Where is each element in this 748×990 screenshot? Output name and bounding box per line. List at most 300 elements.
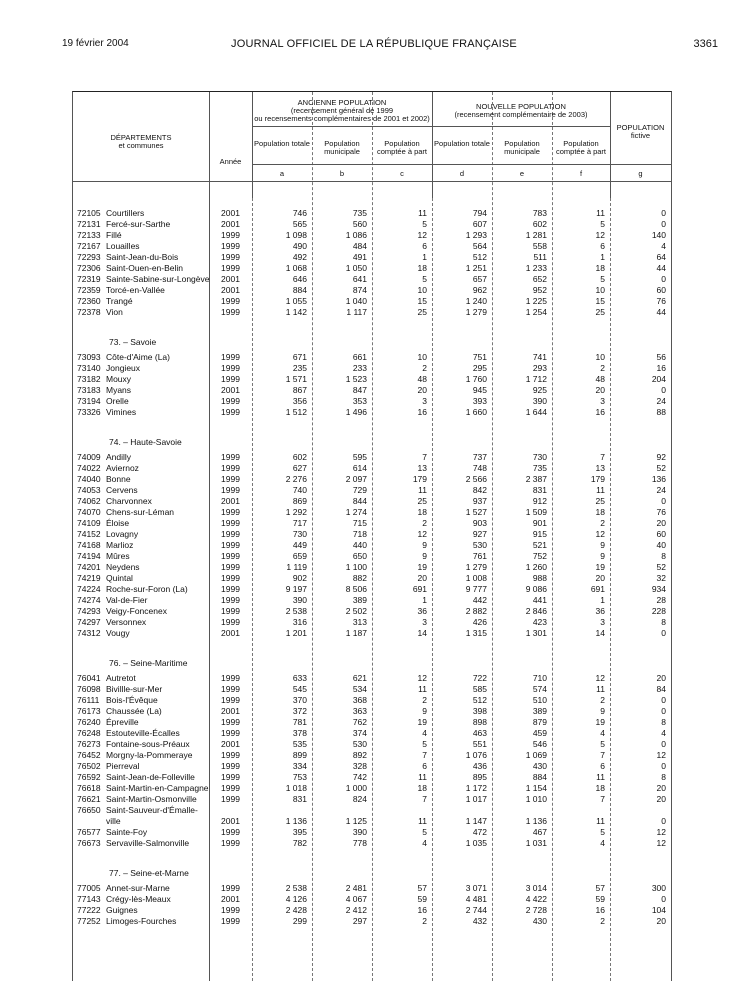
table-row xyxy=(73,761,671,772)
value-cell-d: 737 xyxy=(472,452,487,462)
value-cell-c: 19 xyxy=(417,562,427,572)
value-cell-d: 3 071 xyxy=(465,883,487,893)
value-cell-e: 783 xyxy=(532,208,547,218)
value-cell-g: 92 xyxy=(656,452,666,462)
value-cell-f: 7 xyxy=(600,794,605,804)
value-cell-b: 778 xyxy=(352,838,367,848)
value-cell-c: 5 xyxy=(422,739,427,749)
department-heading-label: 74. – Haute-Savoie xyxy=(109,437,182,447)
value-cell-e: 1 509 xyxy=(525,507,547,517)
value-cell-d: 1 035 xyxy=(465,838,487,848)
value-cell-c: 6 xyxy=(422,241,427,251)
value-cell-d: 398 xyxy=(472,706,487,716)
value-cell-a: 545 xyxy=(292,684,307,694)
commune-cell xyxy=(73,296,209,307)
value-cell-a: 372 xyxy=(292,706,307,716)
value-cell-e: 1 031 xyxy=(525,838,547,848)
value-cell-b: 440 xyxy=(352,540,367,550)
value-cell-a: 2 276 xyxy=(285,474,307,484)
value-cell-e: 831 xyxy=(532,485,547,495)
year-cell: 1999 xyxy=(221,772,240,782)
value-cell-c: 2 xyxy=(422,363,427,373)
year-cell: 1999 xyxy=(221,263,240,273)
commune-cell xyxy=(73,263,209,274)
value-cell-g: 16 xyxy=(656,363,666,373)
value-cell-d: 1 279 xyxy=(465,562,487,572)
value-cell-d: 1 172 xyxy=(465,783,487,793)
value-cell-d: 1 279 xyxy=(465,307,487,317)
year-cell: 1999 xyxy=(221,485,240,495)
value-cell-a: 378 xyxy=(292,728,307,738)
year-cell: 1999 xyxy=(221,374,240,384)
year-cell: 2001 xyxy=(221,274,240,284)
header-nouvelle-sub: (recensement complémentaire de 2003) xyxy=(454,110,588,119)
value-cell-c: 7 xyxy=(422,452,427,462)
value-cell-c: 59 xyxy=(417,894,427,904)
value-cell-b: 641 xyxy=(352,274,367,284)
commune-name: Annet-sur-Marne xyxy=(106,883,170,893)
value-cell-c: 10 xyxy=(417,352,427,362)
value-cell-d: 295 xyxy=(472,363,487,373)
value-cell-e: 952 xyxy=(532,285,547,295)
commune-name: Vion xyxy=(106,307,123,317)
commune-name: Lovagny xyxy=(106,529,139,539)
commune-code: 72360 xyxy=(77,296,101,306)
year-cell: 1999 xyxy=(221,750,240,760)
value-cell-d: 945 xyxy=(472,385,487,395)
table-row xyxy=(73,551,671,562)
commune-cell xyxy=(73,452,209,463)
commune-code: 74053 xyxy=(77,485,101,495)
value-cell-e: 1 301 xyxy=(525,628,547,638)
commune-name: Saint-Martin-Osmonville xyxy=(106,794,197,804)
value-cell-g: 0 xyxy=(661,739,666,749)
value-cell-b: 2 481 xyxy=(345,883,367,893)
value-cell-c: 48 xyxy=(417,374,427,384)
value-cell-f: 1 xyxy=(600,252,605,262)
commune-name: Cervens xyxy=(106,485,138,495)
commune-code: 76240 xyxy=(77,717,101,727)
value-cell-e: 879 xyxy=(532,717,547,727)
value-cell-f: 59 xyxy=(595,894,605,904)
value-cell-a: 1 201 xyxy=(285,628,307,638)
commune-cell xyxy=(73,496,209,507)
value-cell-g: 20 xyxy=(656,518,666,528)
table-row xyxy=(73,617,671,628)
value-cell-f: 18 xyxy=(595,783,605,793)
commune-name: Val-de-Fier xyxy=(106,595,148,605)
value-cell-f: 20 xyxy=(595,385,605,395)
value-cell-c: 7 xyxy=(422,750,427,760)
year-cell: 1999 xyxy=(221,838,240,848)
commune-code: 74168 xyxy=(77,540,101,550)
value-cell-a: 746 xyxy=(292,208,307,218)
letter-f: f xyxy=(579,169,583,178)
value-cell-d: 751 xyxy=(472,352,487,362)
value-cell-f: 12 xyxy=(595,230,605,240)
commune-name: Saint-Ouen-en-Belin xyxy=(106,263,184,273)
value-cell-e: 430 xyxy=(532,761,547,771)
commune-code: 76098 xyxy=(77,684,101,694)
value-cell-e: 730 xyxy=(532,452,547,462)
value-cell-g: 8 xyxy=(661,717,666,727)
value-cell-f: 20 xyxy=(595,573,605,583)
value-cell-d: 2 882 xyxy=(465,606,487,616)
header-rule xyxy=(73,181,671,182)
value-cell-c: 36 xyxy=(417,606,427,616)
value-cell-a: 370 xyxy=(292,695,307,705)
value-cell-b: 595 xyxy=(352,452,367,462)
table-row xyxy=(73,374,671,385)
header-population-fictive xyxy=(610,124,671,140)
header-pop-municipale-b: Population municipale xyxy=(324,139,360,156)
commune-cell xyxy=(73,518,209,529)
year-cell: 1999 xyxy=(221,606,240,616)
value-cell-d: 1 293 xyxy=(465,230,487,240)
commune-name: Sainte-Foy xyxy=(106,827,148,837)
commune-code: 77252 xyxy=(77,916,101,926)
value-cell-a: 2 428 xyxy=(285,905,307,915)
commune-code: 74274 xyxy=(77,595,101,605)
value-cell-c: 7 xyxy=(422,794,427,804)
commune-cell xyxy=(73,617,209,628)
table-row xyxy=(73,485,671,496)
value-cell-b: 1 040 xyxy=(345,296,367,306)
table-row xyxy=(73,684,671,695)
year-cell: 1999 xyxy=(221,230,240,240)
value-cell-g: 0 xyxy=(661,628,666,638)
commune-code: 72378 xyxy=(77,307,101,317)
year-cell: 2001 xyxy=(221,628,240,638)
table-row xyxy=(73,827,671,838)
value-cell-a: 782 xyxy=(292,838,307,848)
commune-code: 76502 xyxy=(77,761,101,771)
value-cell-e: 1 069 xyxy=(525,750,547,760)
value-cell-e: 915 xyxy=(532,529,547,539)
table-row xyxy=(73,750,671,761)
value-cell-d: 842 xyxy=(472,485,487,495)
value-cell-e: 1 136 xyxy=(525,816,547,826)
commune-code: 72133 xyxy=(77,230,101,240)
value-cell-d: 4 481 xyxy=(465,894,487,904)
commune-name: Mûres xyxy=(106,551,130,561)
commune-code: 73326 xyxy=(77,407,101,417)
header-departements-line1: DÉPARTEMENTS xyxy=(110,133,172,142)
value-cell-f: 9 xyxy=(600,540,605,550)
spacer-cell xyxy=(73,198,671,208)
row-spacer xyxy=(73,198,671,208)
commune-cell xyxy=(73,396,209,407)
commune-cell xyxy=(73,285,209,296)
value-cell-g: 0 xyxy=(661,695,666,705)
table-row xyxy=(73,463,671,474)
value-cell-a: 1 119 xyxy=(286,562,307,572)
year-cell: 1999 xyxy=(221,518,240,528)
value-cell-c: 15 xyxy=(417,296,427,306)
value-cell-g: 20 xyxy=(656,783,666,793)
value-cell-b: 742 xyxy=(352,772,367,782)
commune-code: 74109 xyxy=(77,518,101,528)
commune-code: 74219 xyxy=(77,573,101,583)
value-cell-a: 867 xyxy=(292,385,307,395)
value-cell-f: 25 xyxy=(595,307,605,317)
commune-name: Quintal xyxy=(106,573,133,583)
table-row xyxy=(73,772,671,783)
value-cell-g: 52 xyxy=(656,562,666,572)
value-cell-f: 14 xyxy=(595,628,605,638)
value-cell-e: 2 387 xyxy=(525,474,547,484)
value-cell-e: 652 xyxy=(532,274,547,284)
commune-name: Estouteville-Écalles xyxy=(106,728,180,738)
table-row xyxy=(73,717,671,728)
value-cell-g: 84 xyxy=(656,684,666,694)
commune-name: Sainte-Sabine-sur-Longève xyxy=(106,274,209,284)
value-cell-e: 390 xyxy=(532,396,547,406)
value-cell-f: 18 xyxy=(595,263,605,273)
value-cell-c: 25 xyxy=(417,307,427,317)
value-cell-b: 1 117 xyxy=(346,307,367,317)
value-cell-g: 8 xyxy=(661,551,666,561)
year-cell: 2001 xyxy=(221,219,240,229)
header-rule xyxy=(252,126,610,127)
value-cell-d: 895 xyxy=(472,772,487,782)
value-cell-a: 316 xyxy=(292,617,307,627)
value-cell-b xyxy=(312,805,372,816)
year-cell: 2001 xyxy=(221,739,240,749)
value-cell-b: 233 xyxy=(352,363,367,373)
table-row xyxy=(73,883,671,894)
value-cell-a: 753 xyxy=(292,772,307,782)
commune-cell xyxy=(73,252,209,263)
value-cell-b: 1 187 xyxy=(345,628,367,638)
value-cell-e: 752 xyxy=(532,551,547,561)
value-cell-c: 1 xyxy=(422,252,427,262)
commune-code: 76621 xyxy=(77,794,101,804)
value-cell-a: 1 018 xyxy=(285,783,307,793)
table-row xyxy=(73,252,671,263)
value-cell-e: 441 xyxy=(532,595,547,605)
value-cell-g: 24 xyxy=(656,485,666,495)
value-cell-d: 393 xyxy=(472,396,487,406)
year-cell: 1999 xyxy=(221,540,240,550)
header-ancienne-sub1: (recensement général de 1999 xyxy=(290,106,394,115)
value-cell-f: 48 xyxy=(595,374,605,384)
commune-code: 72319 xyxy=(77,274,101,284)
commune-code: 76248 xyxy=(77,728,101,738)
value-cell-d: 1 240 xyxy=(465,296,487,306)
header-pop-totale-d: Population totale xyxy=(434,139,490,148)
commune-code: 74009 xyxy=(77,452,101,462)
value-cell-a: 1 571 xyxy=(285,374,307,384)
value-cell-e: 884 xyxy=(532,772,547,782)
value-cell-e: 9 086 xyxy=(525,584,547,594)
header-ancienne-title: ANCIENNE POPULATION xyxy=(297,98,387,107)
commune-code: 72293 xyxy=(77,252,101,262)
value-cell-g: 32 xyxy=(656,573,666,583)
value-cell-g: 0 xyxy=(661,761,666,771)
value-cell-e: 511 xyxy=(533,252,547,262)
table-row xyxy=(73,838,671,849)
value-cell-f: 12 xyxy=(595,529,605,539)
commune-cell xyxy=(73,894,209,905)
value-cell-f: 9 xyxy=(600,706,605,716)
value-cell-e: 1 712 xyxy=(525,374,547,384)
table-row xyxy=(73,584,671,595)
header-pop-comptee-f: Population comptée à part xyxy=(555,139,607,156)
commune-name: Neydens xyxy=(106,562,140,572)
header-nouvelle-title: NOUVELLE POPULATION xyxy=(476,102,566,111)
population-table xyxy=(72,91,672,981)
value-cell-a: 356 xyxy=(292,396,307,406)
commune-name: Saint-Martin-en-Campagne xyxy=(106,783,209,793)
year-cell: 1999 xyxy=(221,905,240,915)
value-cell-f: 2 xyxy=(600,363,605,373)
table-row xyxy=(73,263,671,274)
commune-cell xyxy=(73,805,209,816)
commune-code: 74312 xyxy=(77,628,101,638)
year-cell: 1999 xyxy=(221,883,240,893)
commune-code: 72306 xyxy=(77,263,101,273)
table-row xyxy=(73,540,671,551)
value-cell-f: 179 xyxy=(590,474,605,484)
value-cell-c: 5 xyxy=(422,827,427,837)
year-cell: 2001 xyxy=(221,816,240,826)
year-cell: 1999 xyxy=(221,452,240,462)
value-cell-f: 15 xyxy=(595,296,605,306)
year-cell: 1999 xyxy=(221,396,240,406)
value-cell-a: 235 xyxy=(292,363,307,373)
value-cell-e: 741 xyxy=(532,352,547,362)
value-cell-c: 10 xyxy=(417,285,427,295)
value-cell-e: 293 xyxy=(532,363,547,373)
commune-cell xyxy=(73,739,209,750)
value-cell-f: 25 xyxy=(595,496,605,506)
year-cell: 1999 xyxy=(221,573,240,583)
commune-cell xyxy=(73,916,209,927)
commune-name: Limoges-Fourches xyxy=(106,916,177,926)
department-heading-label: 77. – Seine-et-Marne xyxy=(109,868,189,878)
commune-name: Morgny-la-Pommeraye xyxy=(106,750,193,760)
value-cell-c: 12 xyxy=(417,529,427,539)
table-row xyxy=(73,728,671,739)
value-cell-d: 472 xyxy=(472,827,487,837)
commune-code: 76673 xyxy=(77,838,101,848)
value-cell-f: 11 xyxy=(596,772,605,782)
value-cell-d: 722 xyxy=(472,673,487,683)
value-cell-b: 353 xyxy=(352,396,367,406)
value-cell-c: 9 xyxy=(422,706,427,716)
commune-code: 76592 xyxy=(77,772,101,782)
commune-cell xyxy=(73,551,209,562)
commune-cell xyxy=(73,230,209,241)
value-cell-e: 1 254 xyxy=(525,307,547,317)
value-cell-a: 334 xyxy=(292,761,307,771)
header-nouvelle-population xyxy=(432,103,610,119)
value-cell-f: 18 xyxy=(595,507,605,517)
commune-name: Fercé-sur-Sarthe xyxy=(106,219,171,229)
value-cell-a: 899 xyxy=(292,750,307,760)
value-cell-a: 2 538 xyxy=(285,883,307,893)
commune-cell xyxy=(73,363,209,374)
value-cell-g: 88 xyxy=(656,407,666,417)
value-cell-e: 3 014 xyxy=(525,883,547,893)
table-row xyxy=(73,307,671,318)
value-cell-d: 2 744 xyxy=(465,905,487,915)
page-number: 3361 xyxy=(693,38,718,50)
value-cell-g: 136 xyxy=(651,474,666,484)
commune-name: Orelle xyxy=(106,396,129,406)
value-cell-g: 0 xyxy=(661,496,666,506)
value-cell-b: 1 086 xyxy=(345,230,367,240)
value-cell-c: 11 xyxy=(418,772,427,782)
commune-name: Trangé xyxy=(106,296,133,306)
value-cell-c: 9 xyxy=(422,551,427,561)
table-row xyxy=(73,783,671,794)
commune-name: Jongieux xyxy=(106,363,141,373)
value-cell-d: 903 xyxy=(472,518,487,528)
value-cell-b: 560 xyxy=(352,219,367,229)
value-cell-f: 16 xyxy=(595,407,605,417)
commune-name: Fontaine-sous-Préaux xyxy=(106,739,190,749)
commune-name: Torcé-en-Vallée xyxy=(106,285,165,295)
commune-name: Veigy-Foncenex xyxy=(106,606,167,616)
commune-code: 76111 xyxy=(77,695,100,705)
value-cell-e: 2 728 xyxy=(525,905,547,915)
department-heading-row xyxy=(73,318,671,352)
value-cell-g: 0 xyxy=(661,894,666,904)
value-cell-b: 621 xyxy=(352,673,367,683)
value-cell-f: 5 xyxy=(600,219,605,229)
commune-cell xyxy=(73,595,209,606)
table-row xyxy=(73,673,671,684)
value-cell-e: 1 644 xyxy=(525,407,547,417)
commune-cell xyxy=(73,706,209,717)
letter-a: a xyxy=(279,169,285,178)
value-cell-e: 423 xyxy=(532,617,547,627)
value-cell-b: 534 xyxy=(352,684,367,694)
header-fictive-line1: POPULATION xyxy=(616,123,665,132)
value-cell-b: 4 067 xyxy=(345,894,367,904)
value-cell-c: 11 xyxy=(418,816,427,826)
value-cell-f: 9 xyxy=(600,551,605,561)
value-cell-e: 1 225 xyxy=(525,296,547,306)
value-cell-d: 585 xyxy=(472,684,487,694)
value-cell-c: 2 xyxy=(422,916,427,926)
value-cell-f: 2 xyxy=(600,518,605,528)
value-cell-c: 57 xyxy=(417,883,427,893)
commune-code: 76041 xyxy=(77,673,101,683)
value-cell-f: 19 xyxy=(595,717,605,727)
value-cell-c: 11 xyxy=(418,208,427,218)
table-row xyxy=(73,474,671,485)
value-cell-f: 691 xyxy=(590,584,605,594)
value-cell-g: 20 xyxy=(656,916,666,926)
commune-name: Saint-Jean-du-Bois xyxy=(106,252,179,262)
value-cell-b: 1 125 xyxy=(345,816,367,826)
value-cell-b: 374 xyxy=(352,728,367,738)
value-cell-d: 657 xyxy=(472,274,487,284)
value-cell-c: 18 xyxy=(417,783,427,793)
value-cell-c: 14 xyxy=(417,628,427,638)
value-cell-g: 76 xyxy=(656,296,666,306)
value-cell-a: 633 xyxy=(292,673,307,683)
table-row xyxy=(73,805,671,816)
value-cell-f: 11 xyxy=(596,485,605,495)
value-cell-g: 204 xyxy=(651,374,666,384)
table-row xyxy=(73,396,671,407)
commune-name: Autretot xyxy=(106,673,136,683)
value-cell-a: 884 xyxy=(292,285,307,295)
